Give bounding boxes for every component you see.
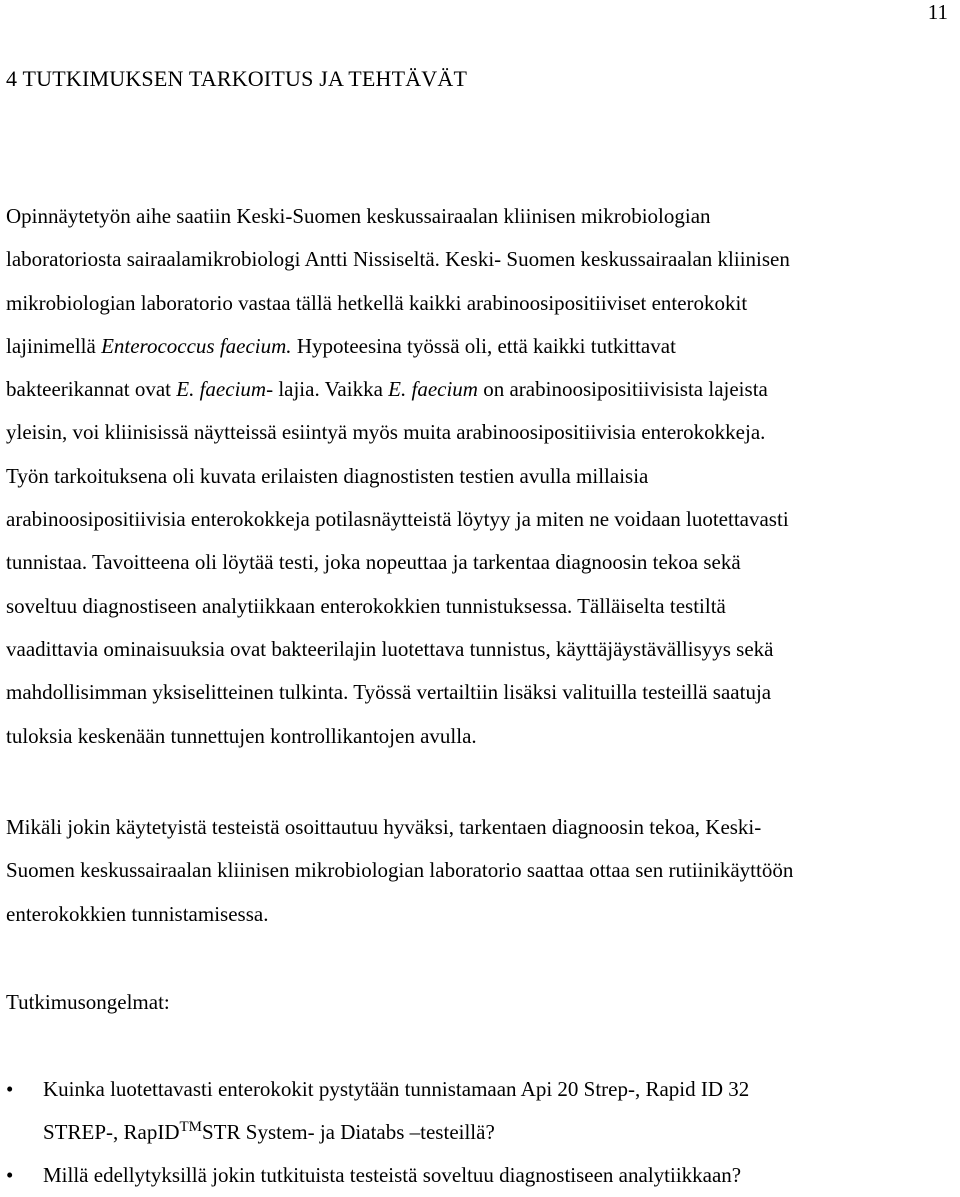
species-name-italic: E. faecium- — [176, 377, 274, 402]
text-run: lajia. Vaikka — [273, 377, 389, 402]
research-questions-list — [6, 1068, 956, 1197]
text-run: STR System- ja Diatabs –testeillä? — [202, 1120, 495, 1144]
text-line: mahdollisimman yksiselitteinen tulkinta. Työssä vertailtiin lisäksi valituilla testeillä saatuja — [6, 680, 772, 705]
text-line: enterokokkien tunnistamisessa. — [6, 901, 269, 926]
text-line: Kuinka luotettavasti enterokokit pystytään tunnistamaan Api 20 Strep-, Rapid ID 32 — [43, 1077, 750, 1101]
text-line: Suomen keskussairaalan kliinisen mikrobiologian laboratorio saattaa ottaa sen rutiinikäyttöön — [6, 858, 794, 883]
text-line — [6, 368, 956, 411]
text-line: Opinnäytetyön aihe saatiin Keski-Suomen keskussairaalan kliinisen mikrobiologian — [6, 204, 711, 228]
text-line: tuloksia keskenään tunnettujen kontrollikantojen avulla. — [6, 723, 477, 748]
text-line: soveltuu diagnostiseen analytiikkaan enterokokkien tunnistuksessa. Tälläiselta testiltä — [6, 593, 726, 618]
research-questions-label: Tutkimusongelmat: — [6, 990, 170, 1014]
chapter-heading: 4 TUTKIMUKSEN TARKOITUS JA TEHTÄVÄT — [6, 66, 468, 91]
text-line: vaadittavia ominaisuuksia ovat bakteerilajin luotettava tunnistus, käyttäjäystävällisyys sekä — [6, 636, 774, 661]
list-item — [6, 1154, 956, 1197]
text-line: Millä edellytyksillä jokin tutkituista testeistä soveltuu diagnostiseen analytiikkaan? — [43, 1163, 742, 1187]
list-item — [6, 1068, 956, 1154]
text-run: STREP-, RapID — [43, 1120, 180, 1144]
paragraph-outcome — [6, 806, 956, 936]
trademark-superscript: TM — [179, 1119, 202, 1135]
text-line: Työn tarkoituksena oli kuvata erilaisten diagnostisten testien avulla millaisia — [6, 463, 649, 488]
page-number: 11 — [927, 0, 948, 24]
bullet-icon: • — [6, 1163, 14, 1187]
text-line: tunnistaa. Tavoitteena oli löytää testi, joka nopeuttaa ja tarkentaa diagnoosin tekoa sekä — [6, 550, 741, 575]
text-line: yleisin, voi kliinisissä näytteissä esiintyä myös muita arabinoosipositiivisia enterokokkeja. — [6, 420, 766, 445]
text-line: arabinoosipositiivisia enterokokkeja potilasnäytteistä löytyy ja miten ne voidaan luotettavasti — [6, 507, 789, 532]
species-name-italic: E. faecium — [388, 377, 478, 402]
text-line: mikrobiologian laboratorio vastaa tällä hetkellä kaikki arabinoosipositiiviset enterokokit — [6, 290, 748, 315]
text-run: Hypoteesina työssä oli, että kaikki tutkittavat — [291, 333, 676, 358]
text-line — [43, 1111, 956, 1154]
bullet-icon: • — [6, 1077, 14, 1101]
species-name-italic: Enterococcus faecium. — [101, 333, 292, 358]
text-run: lajinimellä — [6, 333, 102, 358]
text-line: laboratoriosta sairaalamikrobiologi Antti Nissiseltä. Keski- Suomen keskussairaalan kliinisen — [6, 247, 790, 272]
text-line: Mikäli jokin käytetyistä testeistä osoittautuu hyväksi, tarkentaen diagnoosin tekoa, Keski- — [6, 815, 762, 839]
text-run: bakteerikannat ovat — [6, 377, 177, 402]
text-run: on arabinoosipositiivisista lajeista — [477, 377, 768, 402]
text-line — [6, 325, 956, 368]
paragraph-topic-purpose — [6, 195, 956, 758]
